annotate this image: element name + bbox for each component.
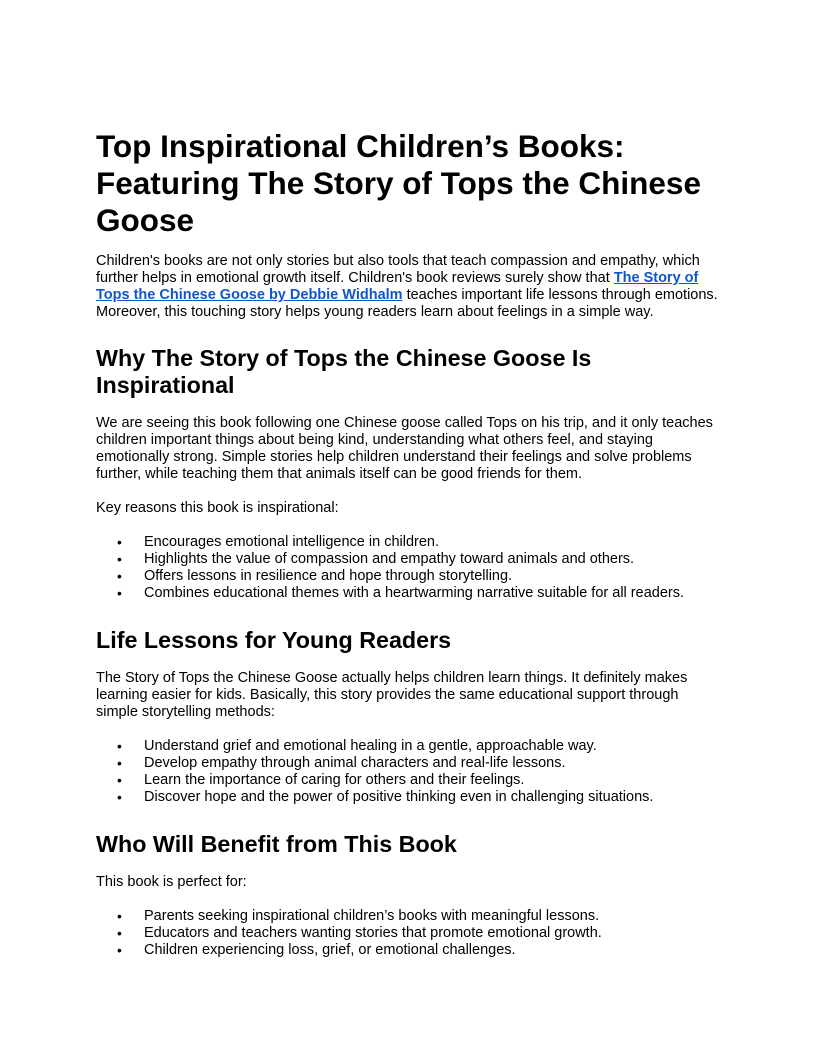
list-item bbox=[96, 738, 720, 755]
list-item-text: Children experiencing loss, grief, or emotional challenges. bbox=[144, 942, 516, 958]
intro-paragraph bbox=[96, 253, 720, 321]
bullet-icon: • bbox=[117, 789, 122, 805]
bullet-icon: • bbox=[117, 772, 122, 788]
list-item bbox=[96, 942, 720, 959]
list-item bbox=[96, 534, 720, 551]
bullet-icon: • bbox=[117, 942, 122, 958]
section-heading-who-benefits: Who Will Benefit from This Book bbox=[96, 831, 457, 857]
list-item bbox=[96, 755, 720, 772]
list-item-text: Highlights the value of compassion and empathy toward animals and others. bbox=[144, 551, 635, 567]
list-item-text: Combines educational themes with a heartwarming narrative suitable for all readers. bbox=[144, 585, 684, 601]
intro-text-before-link: Children's books are not only stories but also tools that teach compassion and empathy, which further helps in emotional growth itself. Children's book reviews surely show that bbox=[96, 253, 700, 286]
bullet-icon: • bbox=[117, 738, 122, 754]
list-item bbox=[96, 925, 720, 942]
who-benefits-lead: This book is perfect for: bbox=[96, 874, 247, 890]
intro-text-after-link: teaches important life lessons through emotions. Moreover, this touching story helps young readers learn about feelings in a simple way. bbox=[96, 287, 718, 320]
key-reasons-list bbox=[96, 534, 720, 602]
list-item bbox=[96, 551, 720, 568]
list-item-text: Learn the importance of caring for others and their feelings. bbox=[144, 772, 525, 788]
list-item bbox=[96, 585, 720, 602]
bullet-icon: • bbox=[117, 755, 122, 771]
list-item bbox=[96, 908, 720, 925]
section-heading-life-lessons: Life Lessons for Young Readers bbox=[96, 627, 452, 653]
section-heading-why-inspirational: Why The Story of Tops the Chinese Goose Is Inspirational bbox=[96, 345, 592, 398]
list-item bbox=[96, 789, 720, 806]
who-benefits-list bbox=[96, 908, 720, 959]
life-lessons-list bbox=[96, 738, 720, 806]
bullet-icon: • bbox=[117, 925, 122, 941]
list-item-text: Educators and teachers wanting stories that promote emotional growth. bbox=[144, 925, 602, 941]
list-item-text: Encourages emotional intelligence in children. bbox=[144, 534, 440, 550]
list-item-text: Offers lessons in resilience and hope through storytelling. bbox=[144, 568, 513, 584]
bullet-icon: • bbox=[117, 568, 122, 584]
page-title: Top Inspirational Children’s Books: Featuring The Story of Tops the Chinese Goose bbox=[96, 128, 701, 238]
list-item-text: Discover hope and the power of positive thinking even in challenging situations. bbox=[144, 789, 654, 805]
list-item-text: Parents seeking inspirational children’s books with meaningful lessons. bbox=[144, 908, 600, 924]
list-item-text: Develop empathy through animal characters and real-life lessons. bbox=[144, 755, 566, 771]
book-link[interactable]: The Story of Tops the Chinese Goose by Debbie Widhalm bbox=[96, 270, 699, 303]
document-page bbox=[96, 128, 720, 984]
list-item bbox=[96, 568, 720, 585]
bullet-icon: • bbox=[117, 908, 122, 924]
list-item-text: Understand grief and emotional healing in a gentle, approachable way. bbox=[144, 738, 597, 754]
section-paragraph-why-inspirational: We are seeing this book following one Chinese goose called Tops on his trip, and it only teaches children important things about being kind, understanding what others feel, and staying emotionally strong. Simple stories help children understand their feelings and solve problems further, while teaching them that animals itself can be good friends for them. bbox=[96, 415, 713, 482]
bullet-icon: • bbox=[117, 551, 122, 567]
bullet-icon: • bbox=[117, 585, 122, 601]
bullet-icon: • bbox=[117, 534, 122, 550]
section-paragraph-life-lessons: The Story of Tops the Chinese Goose actually helps children learn things. It definitely makes learning easier for kids. Basically, this story provides the same educational support through simple storytelling methods: bbox=[96, 670, 688, 720]
key-reasons-lead: Key reasons this book is inspirational: bbox=[96, 500, 339, 516]
list-item bbox=[96, 772, 720, 789]
